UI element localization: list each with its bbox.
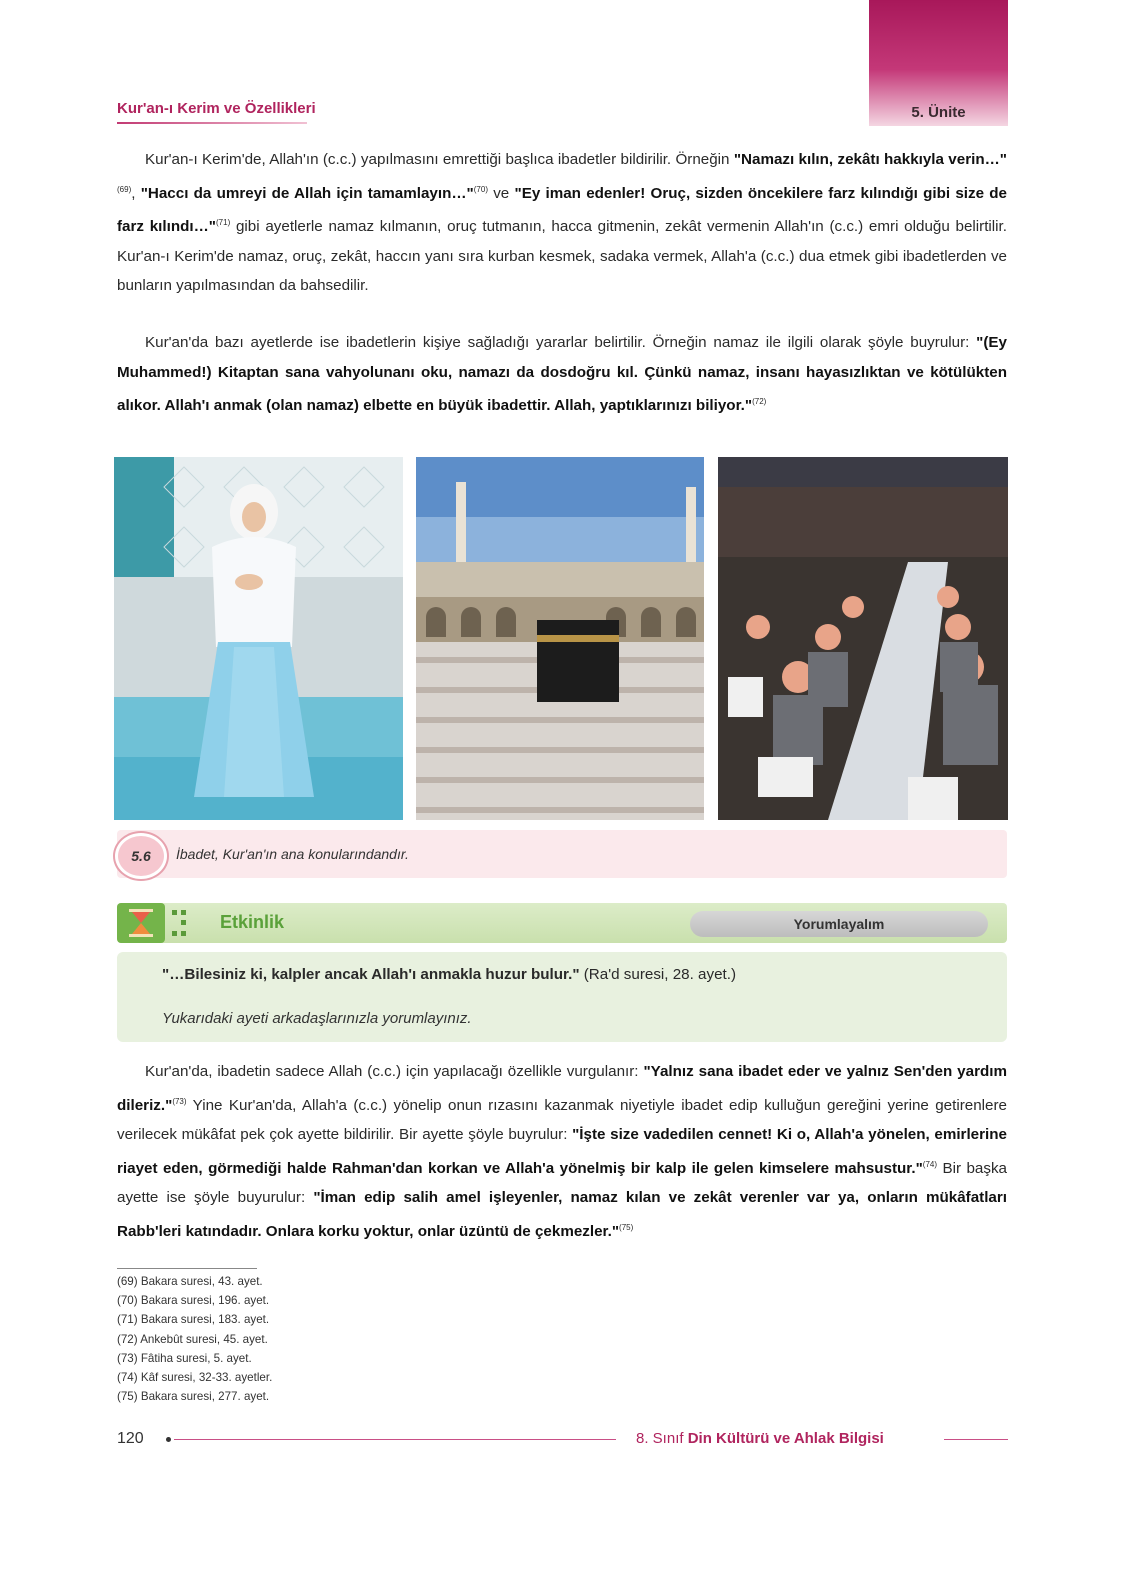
praying-girl-photo: [114, 457, 403, 820]
activity-title: Etkinlik: [220, 912, 285, 932]
chapter-title-underline: [117, 122, 307, 124]
footnote-item: (75) Bakara suresi, 277. ayet.: [117, 1390, 270, 1404]
footnote-item: (69) Bakara suresi, 43. ayet.: [117, 1275, 263, 1288]
activity-tag: Yorumlayalım: [690, 911, 988, 937]
paragraph-3: Kur'an'da, ibadetin sadece Allah (c.c.) için yapılacağı özellikle vurgulanır: "Yalnız sana ibadet eder ve yalnız Sen'den yardım dileriz."$^{(73)}$ Yine Kur'an'da, Allah'a (c.c.) yönelip onun rızasını kazanmak niyetiyle ibadet edip kulluğun gereğini yerine getirenlere verilecek mükâfat pek çok ayette bildirilir. Bir ayette şöyle buyrulur: "İşte size vadedilen cennet! Ki o, Allah'a yönelen, emirlerine riayet eden, görmediği halde Rahman'dan korkan ve Allah'a yönelmiş bir kalp ile gelen kimselere mahsustur."$^{(74)}$ Bir başka ayette ise şöyle buyurulur: "İman edip salih amel işleyenler, namaz kılan ve zekât verenler var ya, onların mükâfatları Rabb'leri katındadır. Onlara korku yoktur, onlar üzüntü de çekmezler."$^{(75)}$: [117, 1063, 1008, 1240]
activity-bracket-icon: [170, 908, 188, 938]
footnote-item: (72) Ankebût suresi, 45. ayet.: [117, 1332, 268, 1346]
unit-label: 5. Ünite: [911, 104, 966, 121]
chapter-title: Kur'an-ı Kerim ve Özellikleri: [117, 100, 316, 117]
page-number: 120: [117, 1430, 144, 1447]
figure-caption: İbadet, Kur'an'ın ana konularındandır.: [176, 846, 409, 862]
footnote-divider: [117, 1268, 257, 1269]
paragraph-1: Kur'an-ı Kerim'de, Allah'ın (c.c.) yapılmasını emrettiği başlıca ibadetler bildirilir. Örneğin "Namazı kılın, zekâtı hakkıyla verin…"$^{(69)}$, "Haccı da umreyi de Allah için tamamlayın…"$^{(70)}$ ve "Ey iman edenler! Oruç, sizden öncekilere farz kılındığı gibi size de farz kılındı…"$^{(71)}$ gibi ayetlerle namaz kılmanın, oruç tutmanın, hacca gitmenin, zekât vermenin Allah'ın (c.c.) emri olduğu belirtilir. Kur'an-ı Kerim'de namaz, oruç, zekât, haccın yanı sıra kurban kesmek, sadaka vermek, Allah'a (c.c.) dua etmek gibi ibadetlerden ve bunların yapılmasından da bahsedilir.: [117, 151, 1007, 295]
hourglass-icon: [117, 903, 165, 943]
activity-quote: "…Bilesiniz ki, kalpler ancak Allah'ı anmakla huzur bulur." (Ra'd suresi, 28. ayet.): [162, 966, 737, 983]
footer-bullet: [166, 1437, 171, 1442]
footnote-item: (71) Bakara suresi, 183. ayet.: [117, 1313, 270, 1327]
activity-instruction: Yukarıdaki ayeti arkadaşlarınızla yorumlayınız.: [162, 1010, 472, 1027]
footer-book-title: 8. Sınıf Din Kültürü ve Ahlak Bilgisi: [636, 1430, 884, 1447]
footnote-item: (70) Bakara suresi, 196. ayet.: [117, 1294, 270, 1308]
footnote-item: (74) Kâf suresi, 32-33. ayetler.: [117, 1371, 273, 1385]
iftar-table-photo: [718, 457, 1008, 820]
figure-number-badge: 5.6: [115, 833, 167, 879]
footnotes-list: [117, 1272, 272, 1406]
kaaba-pilgrims-photo: [416, 457, 704, 820]
footer-rule-right: [944, 1439, 1008, 1440]
footnote-item: (73) Fâtiha suresi, 5. ayet.: [117, 1351, 252, 1365]
paragraph-2: Kur'an'da bazı ayetlerde ise ibadetlerin kişiye sağladığı yararlar belirtilir. Örneğin namaz ile ilgili olarak şöyle buyrulur: "(Ey Muhammed!) Kitaptan sana vahyolunanı oku, namazı da dosdoğru kıl. Çünkü namaz, insanı hayasızlıktan ve kötülükten alıkor. Allah'ı anmak (olan namaz) elbette en büyük ibadettir. Allah, yaptıklarınızı biliyor."$^{(72)}$: [117, 334, 1007, 415]
footer-rule-left: [174, 1439, 616, 1440]
